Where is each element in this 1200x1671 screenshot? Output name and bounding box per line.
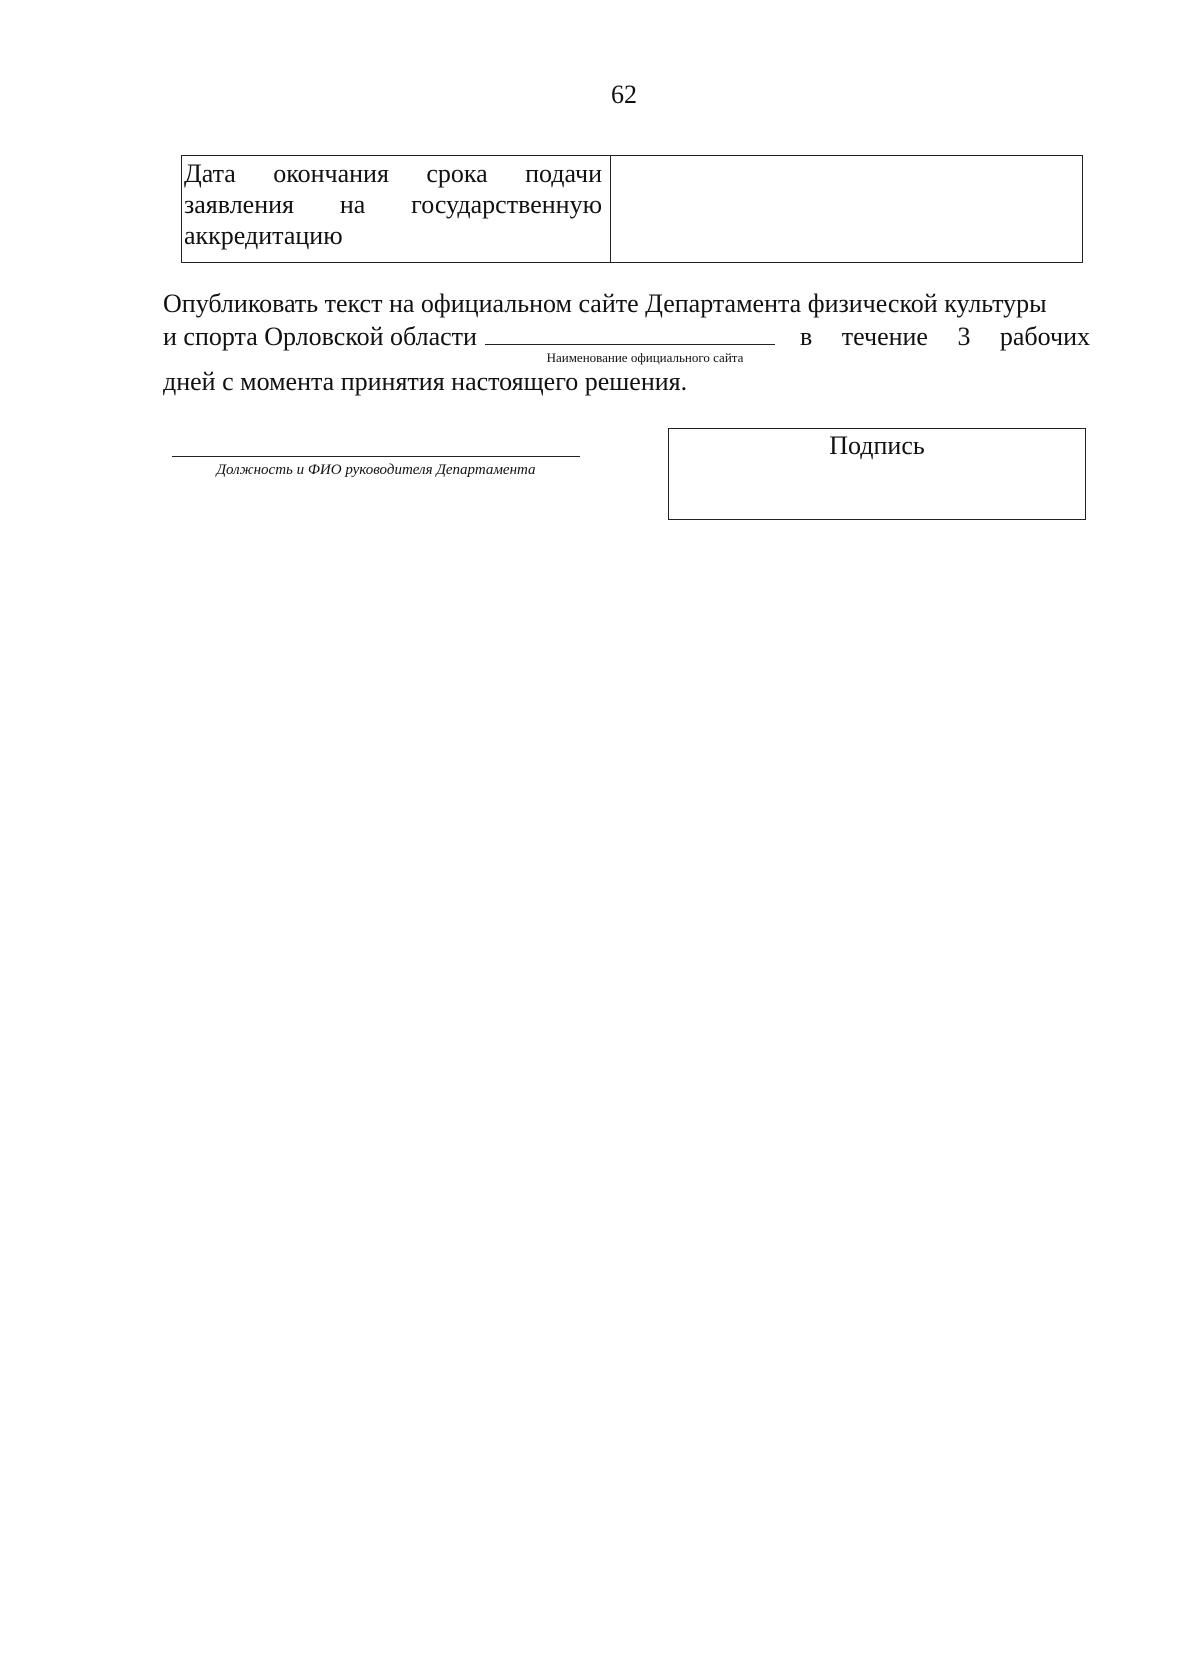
info-table (181, 155, 1083, 263)
site-name-blank (485, 320, 775, 345)
deadline-label-cell: Дата окончания срока подачи заявления на государственную аккредитацию (182, 156, 611, 262)
publish-text-line-1: Опубликовать текст на официальном сайте Департамента физической культуры (163, 289, 1047, 318)
word-during: течение (841, 322, 928, 351)
signature-box (668, 428, 1086, 520)
publish-line-2-right (800, 321, 1090, 352)
publish-text-line-3: дней с момента принятия настоящего решения. (163, 367, 688, 396)
publish-line-2-left (163, 320, 775, 352)
site-name-caption: Наименование официального сайта (546, 350, 744, 365)
word-three: 3 (957, 322, 971, 351)
position-signature-line (172, 456, 580, 457)
publish-text-line-2 (163, 320, 1090, 352)
signature-label: Подпись (829, 431, 925, 460)
word-v: в (800, 322, 813, 351)
position-caption: Должность и ФИО руководителя Департамента (216, 462, 536, 478)
word-working: рабочих (999, 322, 1090, 351)
publish-region-text: и спорта Орловской области (163, 322, 477, 351)
deadline-value-cell (611, 156, 1082, 262)
page-number: 62 (611, 80, 637, 109)
